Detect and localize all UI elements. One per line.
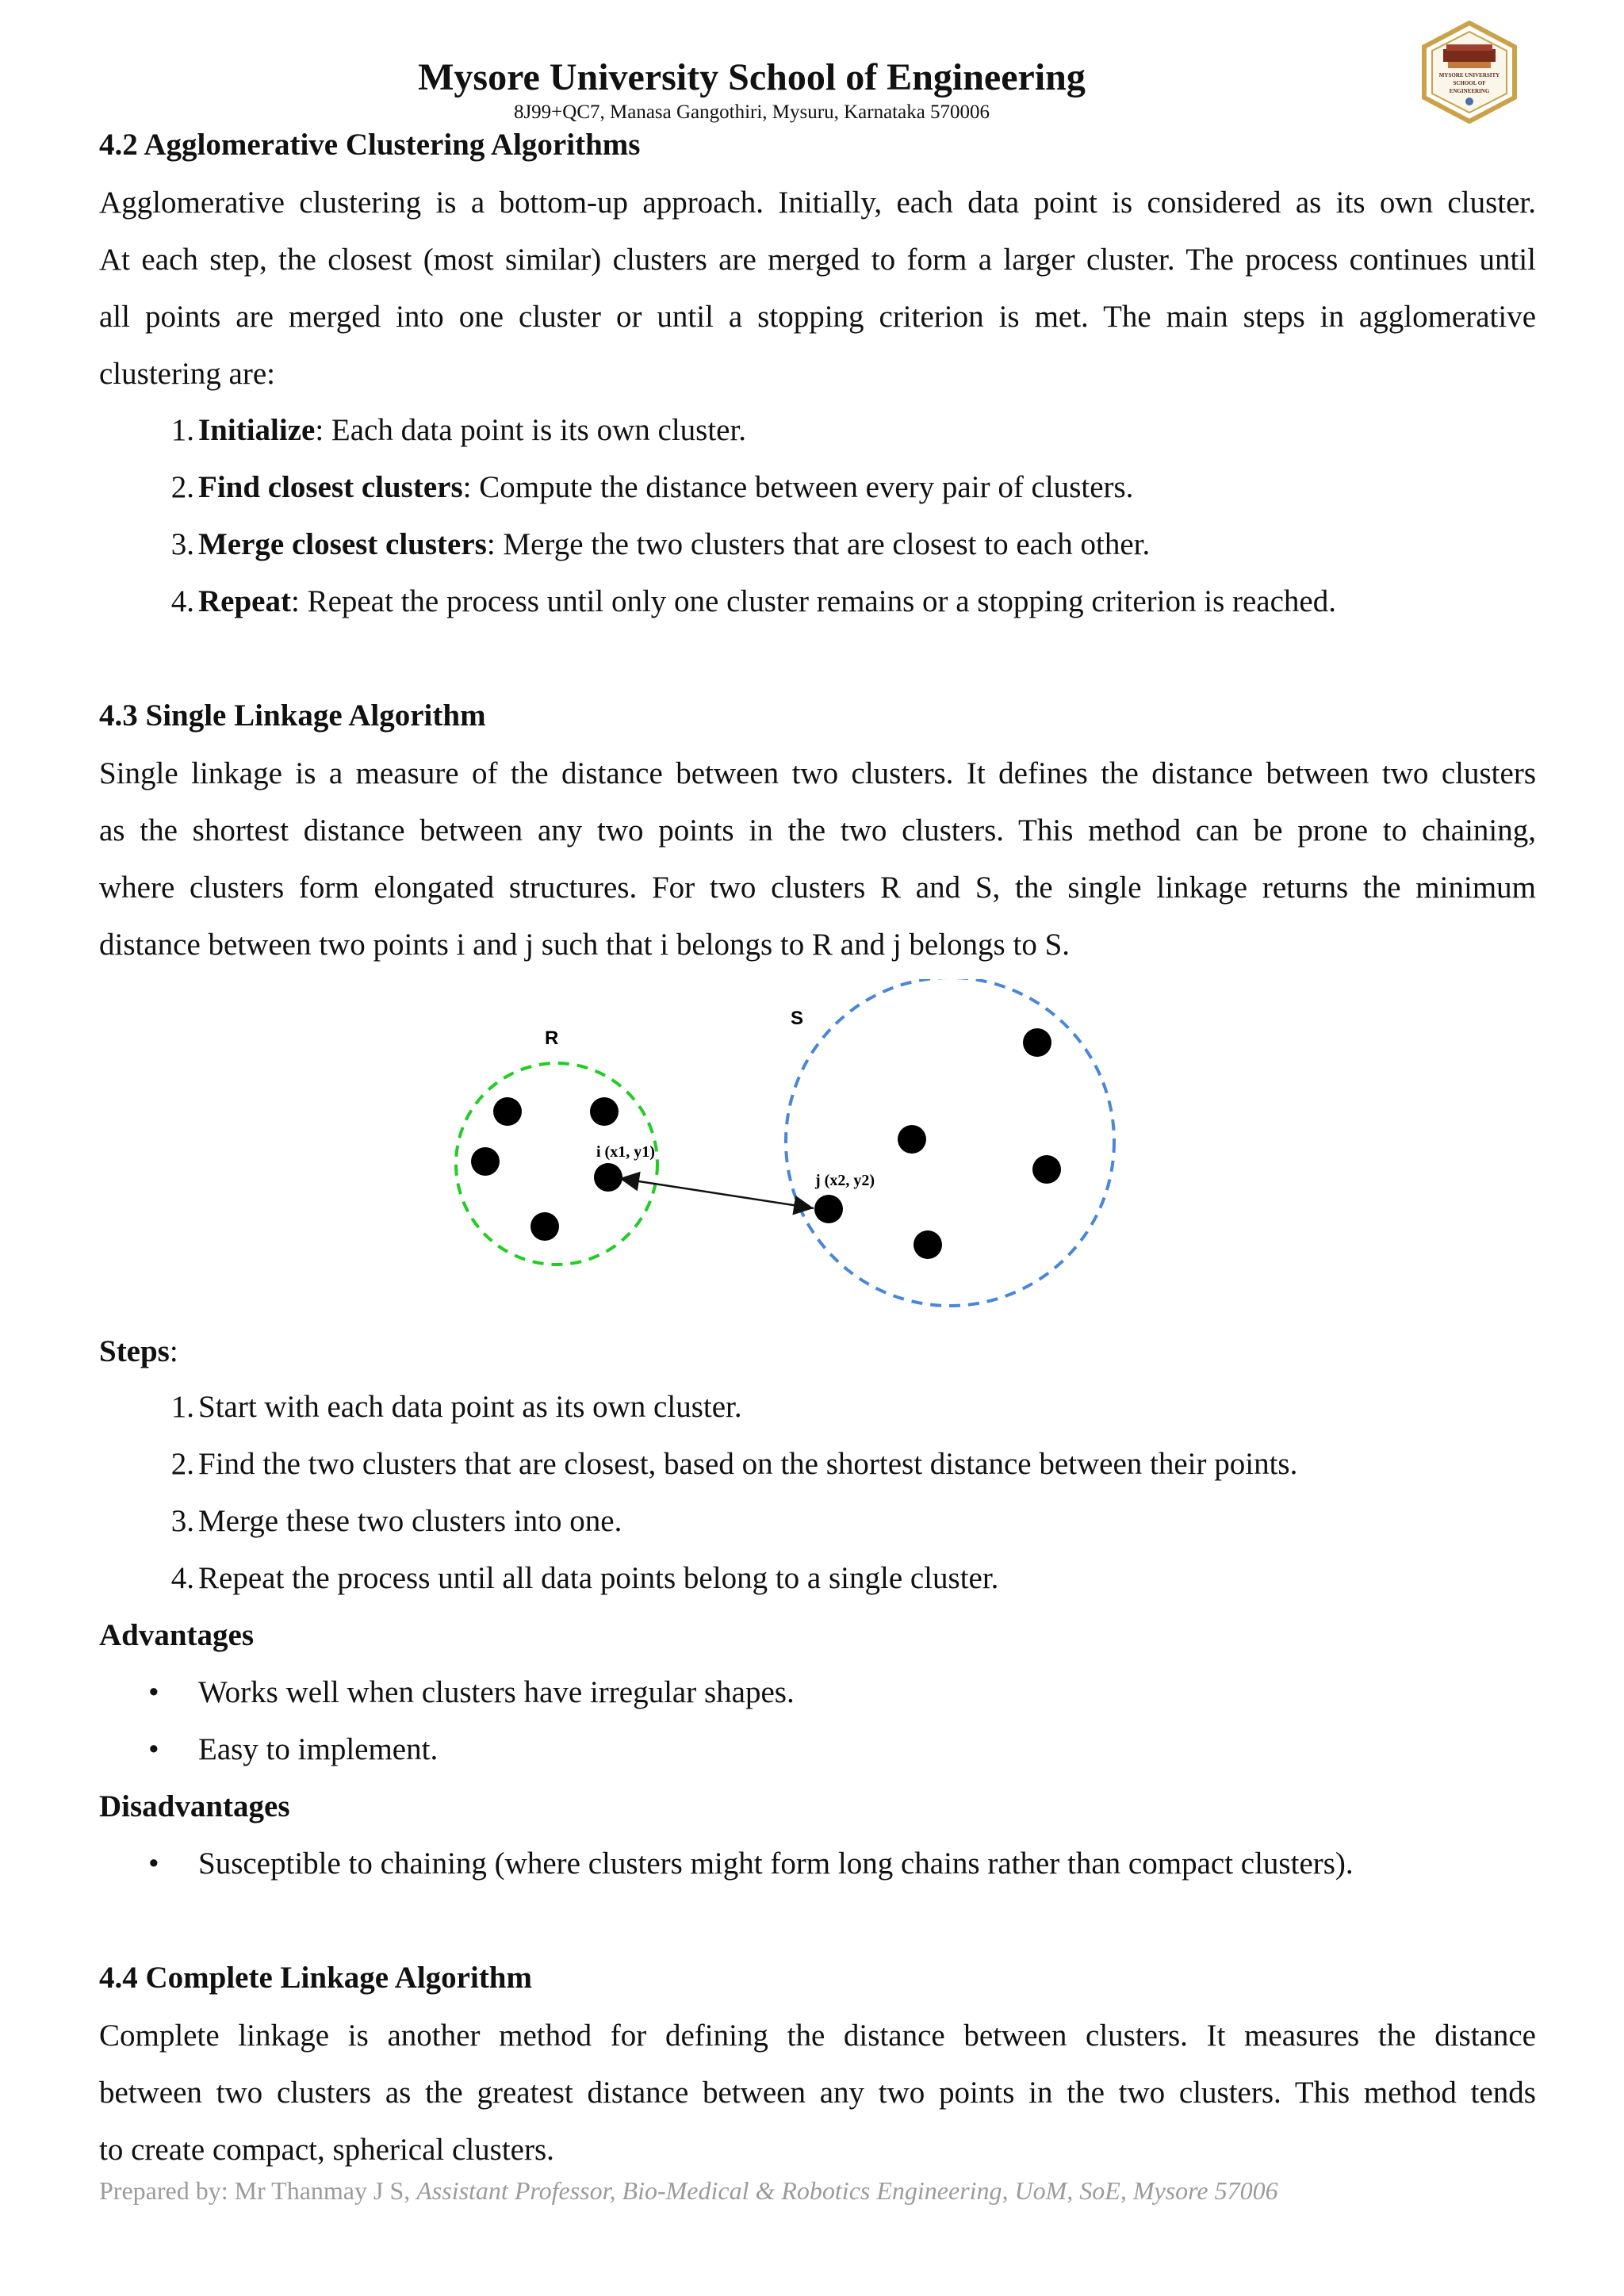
list-text: Repeat the process until all data points belong to a single cluster. xyxy=(198,1561,999,1595)
list-text xyxy=(198,584,1336,619)
point-j-label: j (x2, y2) xyxy=(815,1172,875,1189)
bullet-text: Easy to implement. xyxy=(198,1732,439,1766)
data-point xyxy=(530,1212,559,1241)
text-line: Complete linkage is another method for defining the distance between clusters. It measures the distance xyxy=(99,2019,1536,2053)
list-number: 1. xyxy=(170,1390,194,1424)
bullet-text: Works well when clusters have irregular shapes. xyxy=(198,1675,795,1709)
list-text xyxy=(198,526,1150,562)
data-point xyxy=(898,1125,926,1154)
data-point xyxy=(590,1097,619,1126)
list-rest: : Repeat the process until only one cluster remains or a stopping criterion is reached. xyxy=(290,584,1336,618)
paragraph-4-4 xyxy=(99,2007,1536,2179)
section-heading-4-4: 4.4 Complete Linkage Algorithm xyxy=(99,1961,532,1995)
text-line: At each step, the closest (most similar) clusters are merged to form a larger cluster. The process continues until xyxy=(99,243,1536,277)
list-rest: : Each data point is its own cluster. xyxy=(315,413,747,447)
data-point xyxy=(471,1147,500,1176)
list-text: Find the two clusters that are closest, based on the shortest distance between their points. xyxy=(198,1447,1298,1481)
text-line: Single linkage is a measure of the distance between two clusters. It defines the distance between two clusters xyxy=(99,756,1536,790)
text-line: clustering are: xyxy=(99,357,275,391)
section-heading-4-3: 4.3 Single Linkage Algorithm xyxy=(99,698,486,733)
data-point xyxy=(914,1230,942,1259)
list-number: 3. xyxy=(170,1504,194,1538)
list-bold: Find closest clusters xyxy=(198,470,463,504)
text-line: as the shortest distance between any two points in the two clusters. This method can be prone to chaining, xyxy=(99,813,1536,848)
page-title: Mysore University School of Engineering xyxy=(418,56,1086,98)
text-line: where clusters form elongated structures. For two clusters R and S, the single linkage returns the minimum xyxy=(99,871,1536,905)
bullet-icon: • xyxy=(148,1675,159,1709)
cluster-s-label: S xyxy=(791,1008,804,1029)
logo-text-2: SCHOOL OF xyxy=(1453,80,1486,86)
data-point-j xyxy=(814,1195,843,1223)
list-text: Start with each data point as its own cluster. xyxy=(198,1390,742,1424)
single-linkage-diagram xyxy=(444,979,1134,1320)
list-number: 2. xyxy=(170,1447,194,1481)
text-line: between two clusters as the greatest distance between any two points in the two clusters. This method tends xyxy=(99,2076,1536,2110)
text-line: all points are merged into one cluster or until a stopping criterion is met. The main steps in agglomerative xyxy=(99,300,1536,334)
list-bold: Repeat xyxy=(198,584,291,618)
footer-affiliation: Assistant Professor, Bio-Medical & Robotics Engineering, UoM, SoE, Mysore 57006 xyxy=(416,2176,1278,2205)
paragraph-4-2 xyxy=(99,174,1536,403)
list-number: 3. xyxy=(170,527,194,561)
list-number: 2. xyxy=(170,470,194,504)
bullet-text: Susceptible to chaining (where clusters might form long chains rather than compact clusters). xyxy=(198,1846,1354,1881)
page-footer xyxy=(99,2176,1278,2206)
cluster-r-label: R xyxy=(545,1027,559,1049)
list-rest: : Merge the two clusters that are closest to each other. xyxy=(486,527,1151,561)
section-heading-4-2: 4.2 Agglomerative Clustering Algorithms xyxy=(99,128,641,162)
shortest-distance-arrow xyxy=(623,1179,814,1208)
steps-colon: : xyxy=(169,1334,178,1368)
steps-label: Steps xyxy=(99,1334,170,1368)
paragraph-4-3 xyxy=(99,745,1536,974)
bullet-icon: • xyxy=(148,1732,159,1766)
list-rest: : Compute the distance between every pair of clusters. xyxy=(462,470,1134,504)
disadvantages-heading: Disadvantages xyxy=(99,1789,290,1823)
data-point xyxy=(493,1097,522,1126)
logo-text-3: ENGINEERING xyxy=(1449,88,1490,94)
steps-heading xyxy=(99,1334,178,1369)
university-logo xyxy=(1419,21,1519,124)
data-point xyxy=(1032,1155,1061,1184)
list-number: 4. xyxy=(170,584,194,618)
list-text xyxy=(198,469,1133,505)
bullet-icon: • xyxy=(148,1846,159,1881)
text-line: distance between two points i and j such that i belongs to R and j belongs to S. xyxy=(99,928,1071,962)
logo-text-1: MYSORE UNIVERSITY xyxy=(1438,72,1500,78)
footer-prefix: Prepared by: Mr Thanmay J S, xyxy=(99,2176,417,2205)
text-line: Agglomerative clustering is a bottom-up approach. Initially, each data point is considered as its own cluster. xyxy=(99,186,1536,220)
list-text: Merge these two clusters into one. xyxy=(198,1504,622,1538)
data-point xyxy=(1023,1028,1051,1057)
text-line: to create compact, spherical clusters. xyxy=(99,2133,554,2167)
point-i-label: i (x1, y1) xyxy=(596,1143,655,1161)
list-bold: Initialize xyxy=(198,413,316,447)
cluster-s-boundary xyxy=(786,979,1114,1306)
advantages-heading: Advantages xyxy=(99,1618,255,1652)
header-address: 8J99+QC7, Manasa Gangothiri, Mysuru, Karnataka 570006 xyxy=(513,101,990,123)
list-text xyxy=(198,412,746,448)
data-point-i xyxy=(594,1163,622,1192)
list-number: 4. xyxy=(170,1561,194,1595)
list-bold: Merge closest clusters xyxy=(198,527,487,561)
list-number: 1. xyxy=(170,413,194,447)
